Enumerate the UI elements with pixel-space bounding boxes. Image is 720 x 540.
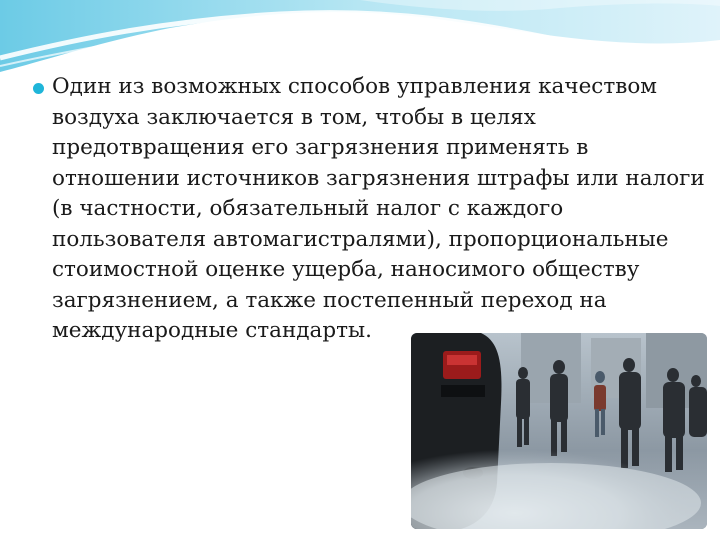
body-paragraph: Один из возможных способов управления качеством воздуха заключается в том, чтобы в целях предотвращения его загрязнения применять в отношении источников загрязнения штрафы или налоги (в частности, обязательный налог с каждого пользователя автомагистралями), пропорциональные стоимостной оценке ущерба, наносимого обществу загрязнением, а также постепенный переход на международные стандарты.: [52, 74, 705, 343]
bullet-icon: [33, 83, 44, 94]
photo-illustration: [411, 333, 707, 529]
header-wave-decoration: [0, 0, 720, 75]
car-exhaust-photo: [411, 333, 707, 529]
